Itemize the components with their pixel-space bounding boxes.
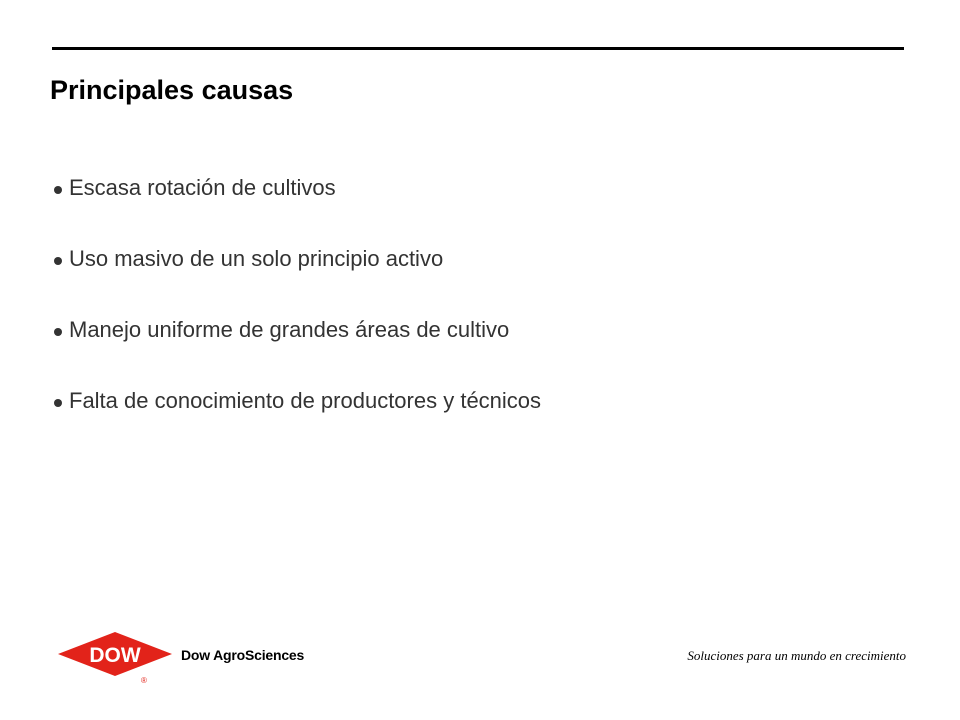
company-name: Dow AgroSciences [181,647,305,663]
logo-text: DOW [89,644,141,667]
bullet-text: Manejo uniforme de grandes áreas de cultivo [69,317,510,342]
bullet-dot-icon [54,257,62,265]
bullet-item [54,241,541,277]
bullet-list [54,170,541,454]
bullet-text: Uso masivo de un solo principio activo [69,246,444,271]
bullet-item [54,312,541,348]
slide-title: Principales causas [50,75,294,105]
bullet-text: Escasa rotación de cultivos [69,175,336,200]
registered-mark: ® [141,676,147,685]
slogan: Soluciones para un mundo en crecimiento [687,648,906,663]
footer [0,620,960,690]
dow-diamond-logo-icon [55,628,175,686]
bullet-dot-icon [54,186,62,194]
bullet-text: Falta de conocimiento de productores y técnicos [69,388,542,413]
bullet-item [54,383,541,419]
top-divider [52,47,904,50]
bullet-item [54,170,541,206]
bullet-dot-icon [54,399,62,407]
bullet-dot-icon [54,328,62,336]
